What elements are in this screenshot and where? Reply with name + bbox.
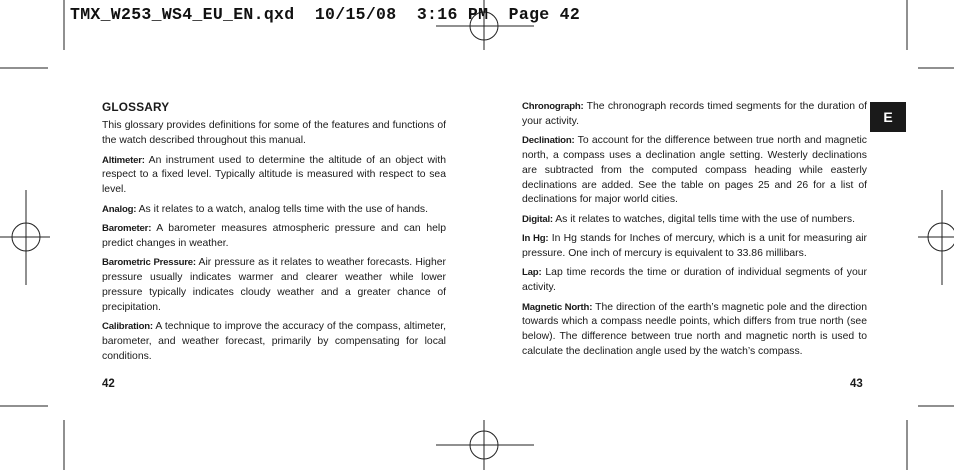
glossary-entry xyxy=(522,301,867,360)
glossary-definition: Air pressure as it relates to weather forecasts. Higher pressure usually indicates warmer and clearer weather while lower pressure typically indicates cloudy weather and a greater chance of precipitation. xyxy=(102,257,446,313)
registration-mark xyxy=(436,420,534,470)
glossary-intro: This glossary provides definitions for some of the features and functions of the watch described throughout this manual. xyxy=(102,120,446,147)
right-page-column xyxy=(522,100,867,364)
glossary-entry xyxy=(102,154,446,198)
page-number-right: 43 xyxy=(850,378,863,390)
glossary-entry xyxy=(522,232,867,262)
glossary-definition: A barometer measures atmospheric pressure and can help predict changes in weather. xyxy=(102,222,446,249)
language-tab: E xyxy=(870,102,906,132)
glossary-term: Magnetic North: xyxy=(522,301,593,313)
glossary-term: Digital: xyxy=(522,213,553,225)
glossary-heading: GLOSSARY xyxy=(102,100,170,114)
glossary-definition: A technique to improve the accuracy of the compass, altimeter, barometer, and weather forecast, primarily by compensating for local conditions. xyxy=(102,320,446,362)
glossary-definition: Lap time records the time or duration of individual segments of your activity. xyxy=(522,267,867,294)
glossary-entry xyxy=(522,266,867,296)
glossary-entry xyxy=(102,320,446,364)
glossary-definition: In Hg stands for Inches of mercury, which is a unit for measuring air pressure. One inch of mercury is equivalent to 33.86 millibars. xyxy=(522,233,867,259)
glossary-term: Chronograph: xyxy=(522,101,584,112)
page-number-left: 42 xyxy=(102,378,115,390)
glossary-term: Barometer: xyxy=(102,222,152,234)
glossary-entry xyxy=(522,134,867,208)
glossary-definition: The chronograph records timed segments for the duration of your activity. xyxy=(522,101,867,127)
glossary-entry xyxy=(522,213,867,228)
glossary-term: Calibration: xyxy=(102,320,153,332)
glossary-entry xyxy=(102,256,446,315)
glossary-term: Declination: xyxy=(522,135,575,147)
glossary-term: In Hg: xyxy=(522,233,549,245)
glossary-term: Analog: xyxy=(102,203,137,215)
glossary-term: Lap: xyxy=(522,267,542,279)
glossary-definition: The direction of the earth’s magnetic pole and the direction towards which a compass needle points, which differs from true north (see below). The difference between true north and magnetic north is used to calculate the declination angle used by the watch’s compass. xyxy=(522,301,867,357)
glossary-entry xyxy=(102,203,446,218)
file-slug: TMX_W253_WS4_EU_EN.qxd 10/15/08 3:16 PM Page 42 xyxy=(70,5,581,24)
registration-mark xyxy=(918,190,954,285)
glossary-definition: As it relates to watches, digital tells time with the use of numbers. xyxy=(552,213,855,225)
registration-mark xyxy=(0,190,50,285)
glossary-entry xyxy=(102,222,446,252)
left-page-column xyxy=(102,100,446,369)
glossary-definition: An instrument used to determine the altitude of an object with respect to a fixed level. Typically altitude is measured with respect to sea level. xyxy=(102,154,446,196)
glossary-entry xyxy=(522,100,867,130)
glossary-term: Barometric Pressure: xyxy=(102,257,196,269)
glossary-term: Altimeter: xyxy=(102,154,145,166)
glossary-definition: As it relates to a watch, analog tells time with the use of hands. xyxy=(136,203,428,215)
glossary-definition: To account for the difference between true north and magnetic north, a compass uses a declination angle setting. Westerly declinations are subtracted from the computed compass heading while easterly declinations are added. See the table on pages 25 and 26 for a list of declinations for major world cities. xyxy=(522,135,867,206)
